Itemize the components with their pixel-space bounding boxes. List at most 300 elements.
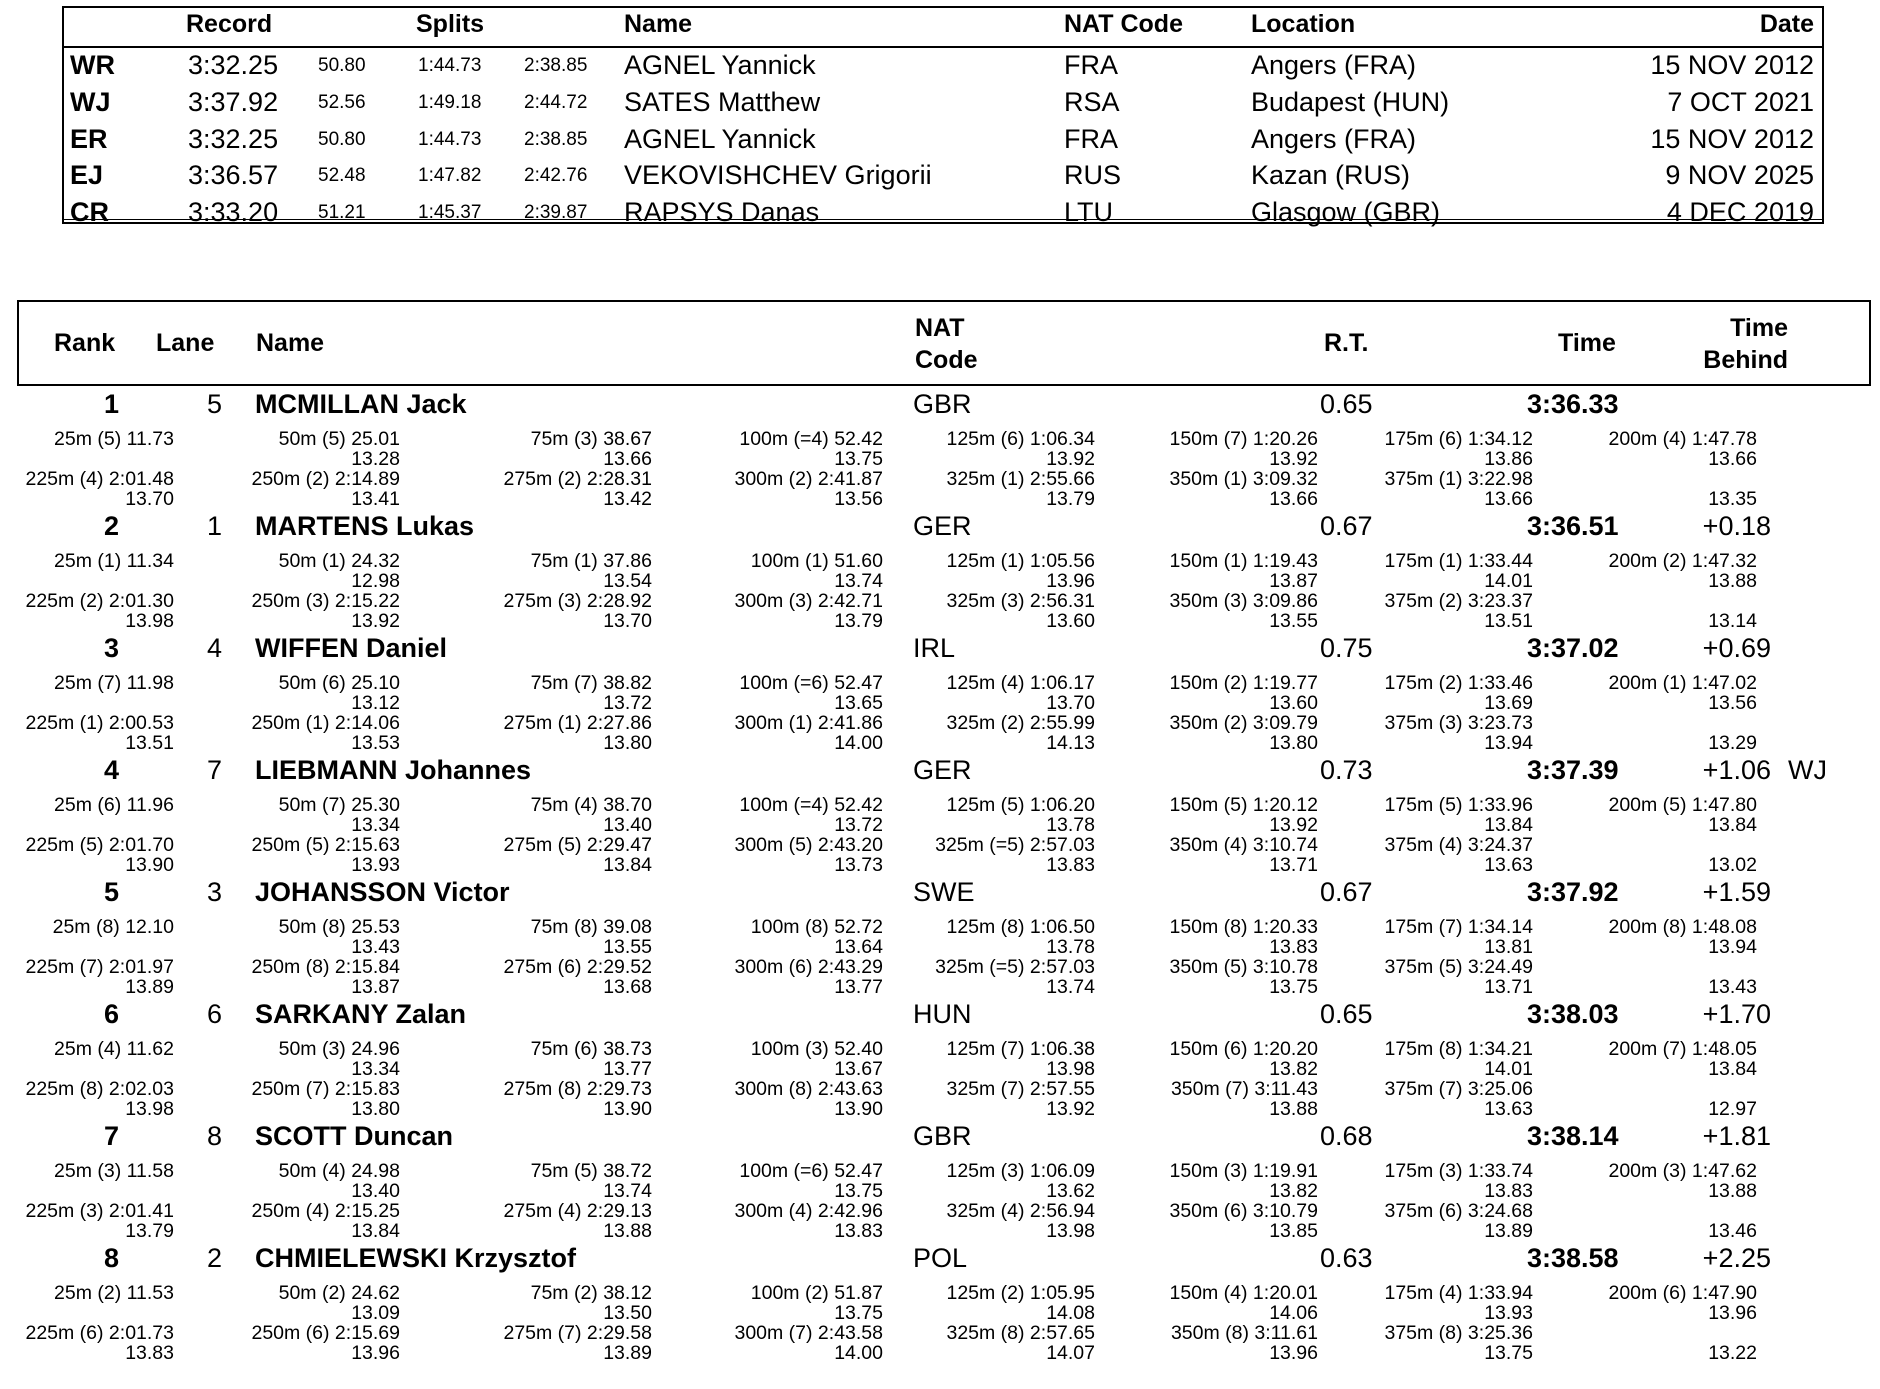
split-cell (734, 1079, 883, 1119)
record-time: 3:32.25 (188, 50, 279, 80)
record-s1: 50.80 (318, 128, 366, 150)
split-cumulative: 75m (3) 38.67 (530, 428, 652, 450)
split-cell (946, 1283, 1095, 1323)
swimmer-rank: 5 (103, 877, 119, 907)
split-cumulative: 325m (7) 2:57.55 (946, 1078, 1095, 1100)
split-cumulative: 350m (2) 3:09.79 (1169, 712, 1318, 734)
split-cell (251, 835, 400, 875)
split-cell (25, 713, 174, 753)
split-cumulative: 375m (1) 3:22.98 (1384, 468, 1533, 490)
split-cell (1384, 835, 1533, 875)
split-cell (1169, 917, 1318, 957)
split-lap: 13.42 (603, 488, 652, 510)
record-s1: 52.56 (318, 91, 366, 113)
split-cumulative: 75m (7) 38.82 (530, 672, 652, 694)
swimmer-time: 3:37.39 (1527, 755, 1619, 785)
swimmer-time: 3:36.33 (1527, 389, 1619, 419)
swimmer-nat: HUN (913, 999, 972, 1029)
record-s2: 1:45.37 (418, 202, 482, 224)
split-cumulative: 300m (1) 2:41.86 (734, 712, 883, 734)
split-lap: 12.98 (351, 570, 400, 592)
split-cumulative: 325m (=5) 2:57.03 (935, 834, 1095, 856)
record-name: VEKOVISHCHEV Grigorii (624, 160, 932, 191)
record-date: 15 NOV 2012 (1650, 50, 1814, 80)
split-cumulative: 250m (4) 2:15.25 (251, 1200, 400, 1222)
split-lap: 13.87 (351, 976, 400, 998)
split-cell (25, 957, 174, 997)
split-cell (1384, 551, 1533, 591)
split-cumulative: 100m (=6) 52.47 (739, 672, 883, 694)
records-header-date: Date (1759, 10, 1814, 38)
split-lap: 13.43 (1708, 976, 1757, 998)
record-s1: 51.21 (318, 202, 366, 224)
swimmer-rt: 0.75 (1320, 633, 1373, 663)
split-cumulative: 350m (8) 3:11.61 (1170, 1322, 1318, 1344)
split-cumulative: 300m (8) 2:43.63 (734, 1078, 883, 1100)
records-header-location: Location (1251, 10, 1356, 38)
split-cell (1169, 429, 1318, 469)
swimmer-result (0, 996, 1880, 1118)
swimmer-behind: +0.18 (1702, 511, 1771, 541)
split-lap: 13.80 (1269, 732, 1318, 754)
split-cumulative: 25m (2) 11.53 (54, 1282, 174, 1304)
split-lap: 13.84 (1708, 1058, 1757, 1080)
split-cell (751, 551, 883, 591)
record-code: WR (70, 50, 115, 80)
split-cell (1608, 1161, 1757, 1201)
split-cumulative: 225m (1) 2:00.53 (25, 712, 174, 734)
split-cumulative: 125m (3) 1:06.09 (946, 1160, 1095, 1182)
split-cumulative: 150m (2) 1:19.77 (1169, 672, 1318, 694)
split-cumulative: 200m (7) 1:48.05 (1608, 1038, 1757, 1060)
split-lap: 13.14 (1708, 610, 1757, 632)
record-time: 3:33.20 (188, 197, 279, 228)
record-nat: RUS (1064, 160, 1122, 191)
split-cumulative: 125m (7) 1:06.38 (946, 1038, 1095, 1060)
records-header-nat: NAT Code (1064, 10, 1183, 38)
split-lap: 13.83 (1269, 936, 1318, 958)
record-date: 7 OCT 2021 (1667, 86, 1814, 117)
split-cell (1171, 1079, 1318, 1119)
record-location: Budapest (HUN) (1251, 86, 1450, 117)
split-lap: 13.79 (834, 610, 883, 632)
split-cumulative: 25m (6) 11.96 (54, 794, 174, 816)
split-cell (946, 673, 1095, 713)
split-lap: 13.02 (1708, 854, 1757, 876)
split-lap: 13.56 (834, 488, 883, 510)
split-cell (1608, 1283, 1757, 1323)
results-header (17, 300, 1871, 386)
split-cell (503, 1323, 652, 1363)
split-cell (946, 1161, 1095, 1201)
split-cell (251, 1201, 400, 1241)
split-lap: 13.92 (1046, 448, 1095, 470)
swimmer-rank: 2 (103, 511, 119, 541)
swimmer-rank: 4 (103, 755, 119, 785)
swimmer-name: MCMILLAN Jack (255, 389, 467, 419)
swimmer-name: WIFFEN Daniel (255, 633, 448, 663)
split-cumulative: 375m (4) 3:24.37 (1384, 834, 1533, 856)
split-cell (1384, 1201, 1533, 1241)
split-cumulative: 75m (1) 37.86 (530, 550, 652, 572)
swimmer-lane: 7 (206, 755, 222, 785)
split-lap: 13.79 (125, 1220, 174, 1242)
split-cell (1384, 917, 1533, 957)
split-lap: 13.90 (603, 1098, 652, 1120)
split-lap: 13.98 (125, 1098, 174, 1120)
record-code: WJ (70, 86, 111, 117)
split-cumulative: 50m (2) 24.62 (278, 1282, 400, 1304)
split-lap: 13.88 (1269, 1098, 1318, 1120)
split-lap: 13.66 (1708, 448, 1757, 470)
split-lap: 12.97 (1708, 1098, 1757, 1120)
record-s2: 1:44.73 (418, 55, 482, 76)
split-lap: 13.88 (1708, 1180, 1757, 1202)
split-cell (25, 1201, 174, 1241)
split-cumulative: 125m (6) 1:06.34 (946, 428, 1095, 450)
split-lap: 13.90 (125, 854, 174, 876)
split-cell (1384, 957, 1533, 997)
split-cumulative: 200m (5) 1:47.80 (1608, 794, 1757, 816)
split-lap: 13.60 (1269, 692, 1318, 714)
split-lap: 13.92 (351, 610, 400, 632)
split-cumulative: 50m (4) 24.98 (278, 1160, 400, 1182)
split-cell (503, 835, 652, 875)
split-cumulative: 350m (5) 3:10.78 (1169, 956, 1318, 978)
split-cumulative: 100m (8) 52.72 (750, 916, 883, 938)
record-name: AGNEL Yannick (624, 123, 816, 154)
split-cell (1169, 673, 1318, 713)
swimmer-rt: 0.73 (1320, 755, 1373, 785)
swimmer-rank: 8 (103, 1243, 119, 1273)
record-nat: RSA (1064, 86, 1120, 117)
split-lap: 14.07 (1046, 1342, 1095, 1364)
split-cumulative: 75m (4) 38.70 (530, 794, 652, 816)
split-lap: 13.77 (834, 976, 883, 998)
split-cell (734, 835, 883, 875)
split-lap: 13.55 (603, 936, 652, 958)
split-lap: 13.67 (834, 1058, 883, 1080)
swimmer-nat: IRL (913, 633, 956, 663)
split-cell (25, 469, 174, 509)
split-cell (1169, 551, 1318, 591)
split-cumulative: 325m (4) 2:56.94 (946, 1200, 1095, 1222)
split-lap: 13.83 (1484, 1180, 1533, 1202)
split-cumulative: 325m (1) 2:55.66 (946, 468, 1095, 490)
split-cell (1384, 673, 1533, 713)
split-lap: 13.90 (834, 1098, 883, 1120)
split-lap: 13.43 (351, 936, 400, 958)
split-cumulative: 125m (4) 1:06.17 (946, 672, 1095, 694)
swimmer-time: 3:36.51 (1527, 511, 1619, 541)
split-cumulative: 175m (6) 1:34.12 (1384, 428, 1533, 450)
split-lap: 13.96 (1046, 570, 1095, 592)
split-cumulative: 250m (3) 2:15.22 (251, 590, 400, 612)
swimmer-lane: 5 (206, 389, 222, 419)
swimmer-nat: GBR (913, 389, 972, 419)
record-code: CR (70, 197, 109, 228)
split-lap: 13.82 (1269, 1058, 1318, 1080)
split-lap: 13.70 (1046, 692, 1095, 714)
split-cell (1708, 1201, 1757, 1241)
split-cell (54, 551, 174, 571)
split-lap: 13.71 (1484, 976, 1533, 998)
split-cumulative: 50m (6) 25.10 (278, 672, 400, 694)
split-cumulative: 125m (1) 1:05.56 (946, 550, 1095, 572)
split-cumulative: 150m (7) 1:20.26 (1169, 428, 1318, 450)
split-cumulative: 125m (2) 1:05.95 (946, 1282, 1095, 1304)
split-lap: 13.71 (1269, 854, 1318, 876)
split-lap: 13.41 (351, 488, 400, 510)
split-cumulative: 100m (2) 51.87 (750, 1282, 883, 1304)
split-cell (279, 551, 400, 591)
split-cumulative: 375m (2) 3:23.37 (1384, 590, 1533, 612)
swimmer-rt: 0.63 (1320, 1243, 1373, 1273)
header-name: Name (256, 329, 325, 357)
split-lap: 13.92 (1046, 1098, 1095, 1120)
split-cell (279, 1161, 400, 1201)
split-cell (751, 1283, 883, 1323)
split-cumulative: 250m (2) 2:14.89 (251, 468, 400, 490)
split-cumulative: 350m (3) 3:09.86 (1169, 590, 1318, 612)
split-lap: 13.75 (1484, 1342, 1533, 1364)
split-cell (251, 591, 400, 631)
split-cumulative: 200m (3) 1:47.62 (1608, 1160, 1757, 1182)
split-cell (739, 1161, 883, 1201)
split-cumulative: 100m (3) 52.40 (750, 1038, 883, 1060)
split-cumulative: 125m (8) 1:06.50 (946, 916, 1095, 938)
split-cumulative: 300m (6) 2:43.29 (734, 956, 883, 978)
split-lap: 13.83 (834, 1220, 883, 1242)
split-cell (1169, 1161, 1318, 1201)
split-lap: 13.60 (1046, 610, 1095, 632)
split-cell (946, 591, 1095, 631)
split-cell (1708, 591, 1757, 631)
split-cumulative: 25m (3) 11.58 (54, 1160, 174, 1182)
swimmer-result (0, 1240, 1880, 1362)
split-cumulative: 50m (3) 24.96 (278, 1038, 400, 1060)
split-lap: 13.94 (1708, 936, 1757, 958)
split-cell (54, 1039, 174, 1059)
split-cell (251, 957, 400, 997)
record-name: SATES Matthew (624, 86, 821, 117)
split-lap: 14.01 (1484, 570, 1533, 592)
split-lap: 13.80 (603, 732, 652, 754)
split-cell (1608, 673, 1757, 713)
split-cell (1708, 1323, 1757, 1363)
split-cell (54, 673, 174, 693)
split-cell (531, 1283, 652, 1323)
split-cumulative: 100m (=4) 52.42 (739, 794, 883, 816)
split-cell (503, 591, 652, 631)
split-cumulative: 100m (1) 51.60 (750, 550, 883, 572)
swimmer-nat: GER (913, 511, 972, 541)
split-lap: 13.70 (603, 610, 652, 632)
split-cell (279, 1283, 400, 1323)
split-lap: 14.00 (834, 732, 883, 754)
split-lap: 13.54 (603, 570, 652, 592)
split-cell (946, 1039, 1095, 1079)
split-cumulative: 225m (8) 2:02.03 (25, 1078, 174, 1100)
split-cumulative: 300m (7) 2:43.58 (734, 1322, 883, 1344)
split-lap: 13.28 (351, 448, 400, 470)
split-lap: 13.89 (1484, 1220, 1533, 1242)
split-cumulative (1708, 835, 1757, 855)
split-cumulative: 300m (4) 2:42.96 (734, 1200, 883, 1222)
split-cumulative (1708, 1323, 1757, 1343)
split-cell (1169, 835, 1318, 875)
split-cumulative: 350m (6) 3:10.79 (1169, 1200, 1318, 1222)
split-lap: 14.01 (1484, 1058, 1533, 1080)
split-cumulative: 225m (6) 2:01.73 (25, 1322, 174, 1344)
split-cell (1708, 957, 1757, 997)
split-cumulative: 350m (7) 3:11.43 (1170, 1078, 1318, 1100)
record-code: EJ (70, 160, 104, 191)
split-cumulative: 375m (3) 3:23.73 (1384, 712, 1533, 734)
record-s3: 2:44.72 (524, 91, 588, 113)
split-lap: 13.68 (603, 976, 652, 998)
split-lap: 13.83 (125, 1342, 174, 1364)
split-lap: 13.75 (1269, 976, 1318, 998)
split-cumulative: 175m (2) 1:33.46 (1384, 672, 1533, 694)
split-lap: 13.50 (603, 1302, 652, 1324)
header-nat-line1: NAT (915, 314, 965, 342)
split-cell (503, 957, 652, 997)
swimmer-nat: SWE (913, 877, 975, 907)
split-lap: 13.92 (1269, 814, 1318, 836)
split-cell (1608, 795, 1757, 835)
split-cell (935, 957, 1095, 997)
swimmer-name: SARKANY Zalan (255, 999, 467, 1029)
split-lap: 13.88 (1708, 570, 1757, 592)
split-lap: 13.89 (125, 976, 174, 998)
split-lap: 13.77 (603, 1058, 652, 1080)
split-cumulative: 350m (4) 3:10.74 (1169, 834, 1318, 856)
swimmer-lane: 1 (206, 511, 222, 541)
split-cumulative: 150m (8) 1:20.33 (1169, 916, 1318, 938)
split-cell (1384, 1323, 1533, 1363)
split-cell (531, 673, 652, 713)
split-cell (1384, 1079, 1533, 1119)
swimmer-result (0, 1118, 1880, 1240)
swimmer-rank: 6 (103, 999, 119, 1029)
record-s3: 2:39.87 (524, 202, 588, 224)
record-name: AGNEL Yannick (624, 50, 816, 80)
swimmer-rt: 0.65 (1320, 389, 1373, 419)
split-cell (734, 713, 883, 753)
record-s1: 52.48 (318, 165, 366, 187)
split-cumulative: 225m (3) 2:01.41 (25, 1200, 174, 1222)
split-cumulative: 225m (7) 2:01.97 (25, 956, 174, 978)
split-cumulative: 250m (5) 2:15.63 (251, 834, 400, 856)
split-lap: 13.86 (1484, 448, 1533, 470)
header-rank: Rank (54, 329, 116, 357)
split-cumulative: 200m (1) 1:47.02 (1608, 672, 1757, 694)
split-cumulative (1708, 591, 1757, 611)
split-lap: 13.84 (603, 854, 652, 876)
split-cumulative: 200m (6) 1:47.90 (1608, 1282, 1757, 1304)
records-table (62, 6, 1824, 228)
records-rows (64, 46, 1822, 228)
split-lap: 13.40 (351, 1180, 400, 1202)
swimmer-name: SCOTT Duncan (255, 1121, 454, 1151)
split-cumulative: 225m (2) 2:01.30 (25, 590, 174, 612)
swimmer-result (0, 386, 1880, 508)
swimmer-result (0, 630, 1880, 752)
record-date: 15 NOV 2012 (1650, 123, 1814, 154)
split-lap: 13.73 (834, 854, 883, 876)
record-nat: FRA (1064, 50, 1118, 80)
split-cell (54, 429, 174, 449)
split-cell (54, 1283, 174, 1303)
split-cell (1169, 795, 1318, 835)
split-lap: 13.63 (1484, 1098, 1533, 1120)
split-cell (1608, 429, 1757, 469)
record-time: 3:36.57 (188, 160, 279, 191)
header-nat-line2: Code (915, 346, 978, 374)
split-lap: 13.22 (1708, 1342, 1757, 1364)
split-cell (946, 429, 1095, 469)
record-s2: 1:49.18 (418, 91, 482, 113)
swimmer-behind: +2.25 (1702, 1243, 1771, 1273)
split-cumulative: 275m (4) 2:29.13 (503, 1200, 652, 1222)
record-date: 9 NOV 2025 (1665, 160, 1814, 191)
split-cumulative: 300m (3) 2:42.71 (734, 590, 883, 612)
swimmer-behind: +1.70 (1702, 999, 1771, 1029)
header-rt: R.T. (1324, 329, 1369, 357)
split-lap: 13.80 (351, 1098, 400, 1120)
split-lap: 13.34 (351, 1058, 400, 1080)
split-lap: 13.70 (125, 488, 174, 510)
split-cell (1169, 591, 1318, 631)
split-lap: 13.79 (1046, 488, 1095, 510)
swimmer-lane: 6 (206, 999, 222, 1029)
split-cumulative: 300m (2) 2:41.87 (734, 468, 883, 490)
swimmer-rank: 3 (103, 633, 119, 663)
split-cumulative: 275m (6) 2:29.52 (503, 956, 652, 978)
split-lap: 13.85 (1269, 1220, 1318, 1242)
record-row (64, 195, 1822, 232)
split-cell (1384, 713, 1533, 753)
split-cell (503, 713, 652, 753)
split-lap: 13.64 (834, 936, 883, 958)
split-cell (279, 673, 400, 713)
split-cumulative: 150m (5) 1:20.12 (1169, 794, 1318, 816)
split-lap: 13.84 (351, 1220, 400, 1242)
record-s3: 2:38.85 (524, 55, 588, 76)
split-cumulative: 275m (2) 2:28.31 (503, 468, 652, 490)
split-cumulative: 175m (1) 1:33.44 (1384, 550, 1533, 572)
split-cell (734, 957, 883, 997)
split-lap: 13.62 (1046, 1180, 1095, 1202)
split-lap: 13.35 (1708, 488, 1757, 510)
split-lap: 14.06 (1269, 1302, 1318, 1324)
split-cumulative: 200m (2) 1:47.32 (1608, 550, 1757, 572)
swimmer-result (0, 874, 1880, 996)
split-cumulative: 175m (3) 1:33.74 (1384, 1160, 1533, 1182)
record-time: 3:37.92 (188, 86, 279, 117)
swimmer-rank: 7 (103, 1121, 119, 1151)
split-lap: 13.87 (1269, 570, 1318, 592)
split-cumulative: 75m (2) 38.12 (530, 1282, 652, 1304)
swimmer-time: 3:38.14 (1527, 1121, 1619, 1151)
split-cell (946, 713, 1095, 753)
split-lap: 13.72 (603, 692, 652, 714)
split-cumulative: 25m (4) 11.62 (54, 1038, 174, 1060)
split-cumulative: 75m (6) 38.73 (530, 1038, 652, 1060)
split-lap: 13.65 (834, 692, 883, 714)
swimmer-time: 3:38.58 (1527, 1243, 1619, 1273)
